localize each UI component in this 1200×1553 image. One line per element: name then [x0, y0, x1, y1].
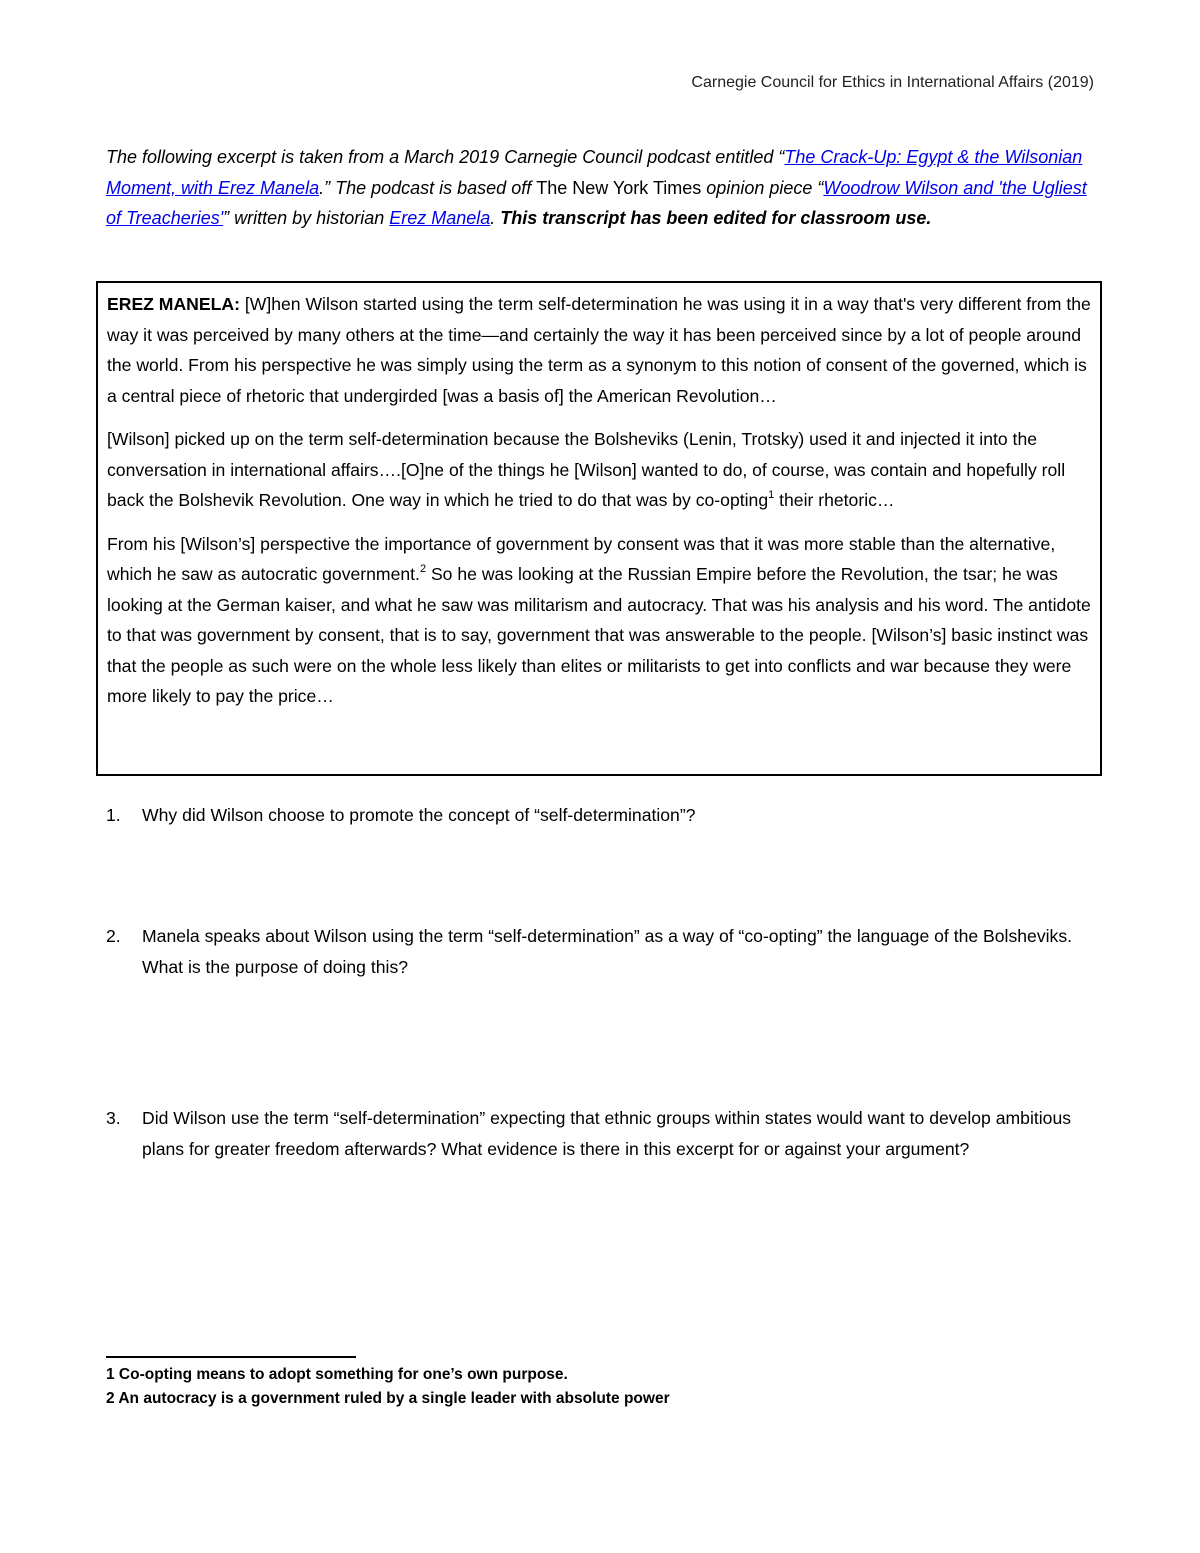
question-number: 2. — [106, 926, 121, 946]
speaker-name: EREZ MANELA: — [107, 294, 240, 314]
excerpt-text-2a: [Wilson] picked up on the term self-determination because the Bolsheviks (Lenin, Trotsky) used it and injected it into the conversation in international affairs….[O]ne of the things he [Wilson] wanted to do, of course, was contain and hopefully roll back the Bolshevik Revolution. One way in which he tried to do that was by co-opting — [107, 429, 1066, 510]
question-text: Did Wilson use the term “self-determination” expecting that ethnic groups within states would want to develop ambitious plans for greater freedom afterwards? What evidence is there in this excerpt for or against your argument? — [142, 1108, 1072, 1159]
excerpt-text-3a: From his [Wilson’s] perspective the importance of government by consent was that it was more stable than the alternative, which he saw as autocratic government. — [107, 533, 1056, 584]
footnote-marker-1: 1 — [768, 489, 775, 501]
question-text: Manela speaks about Wilson using the term “self-determination” as a way of “co-opting” the language of the Bolsheviks. What is the purpose of doing this? — [142, 926, 1073, 977]
footnote-divider — [106, 1356, 356, 1358]
intro-text-4: ” written by historian — [223, 208, 390, 228]
author-link[interactable]: Erez Manela — [389, 208, 491, 228]
intro-text-3: opinion piece “ — [701, 177, 824, 198]
podcast-link[interactable]: The Crack-Up: Egypt & the Wilsonian Moment, with Erez Manela — [106, 147, 1083, 198]
intro-paragraph — [106, 142, 1096, 234]
question-number: 1. — [106, 805, 121, 825]
excerpt-paragraph-3 — [107, 529, 1091, 712]
footnote-1: 1 Co-opting means to adopt something for one’s own purpose. — [106, 1366, 568, 1383]
source-header: Carnegie Council for Ethics in International Affairs (2019) — [691, 74, 1094, 91]
question-number: 3. — [106, 1108, 121, 1128]
article-link[interactable]: Woodrow Wilson and 'the Ugliest of Treacheries' — [106, 177, 1087, 228]
footnotes — [106, 1363, 1006, 1411]
edited-note: This transcript has been edited for classroom use. — [500, 208, 932, 228]
intro-text-5: . — [490, 208, 501, 228]
excerpt-box — [96, 281, 1102, 776]
excerpt-paragraph-2 — [107, 424, 1091, 516]
excerpt-text-1: [W]hen Wilson started using the term self-determination he was using it in a way that's very different from the way it was perceived by many others at the time—and certainly the way it has been perceived since by a lot of people around the world. From his perspective he was simply using the term as a synonym to this notion of consent of the governed, which is a central piece of rhetoric that undergirded [was a basis of] the American Revolution… — [107, 294, 1091, 406]
excerpt-text-3b: So he was looking at the Russian Empire before the Revolution, the tsar; he was looking at the German kaiser, and what he saw was militarism and autocracy. That was his analysis and his word. The antidote to that was government by consent, that is to say, government that was answerable to the people. [Wilson’s] basic instinct was that the people as such were on the whole less likely than elites or militarists to get into conflicts and war because they were more likely to pay the price… — [107, 564, 1091, 706]
footnote-2: 2 An autocracy is a government ruled by a single leader with absolute power — [106, 1390, 670, 1407]
question-1 — [106, 800, 1096, 831]
question-3 — [106, 1103, 1096, 1164]
question-2 — [106, 921, 1096, 982]
intro-text-2: .” The podcast is based off — [319, 177, 537, 198]
intro-text-1: The following excerpt is taken from a March 2019 Carnegie Council podcast entitled “ — [106, 147, 785, 167]
excerpt-paragraph-1 — [107, 289, 1091, 411]
newspaper-name: The New York Times — [536, 177, 702, 198]
footnote-marker-2: 2 — [419, 563, 427, 575]
excerpt-text-2b: their rhetoric… — [774, 490, 895, 510]
question-text: Why did Wilson choose to promote the concept of “self-determination”? — [142, 805, 696, 825]
